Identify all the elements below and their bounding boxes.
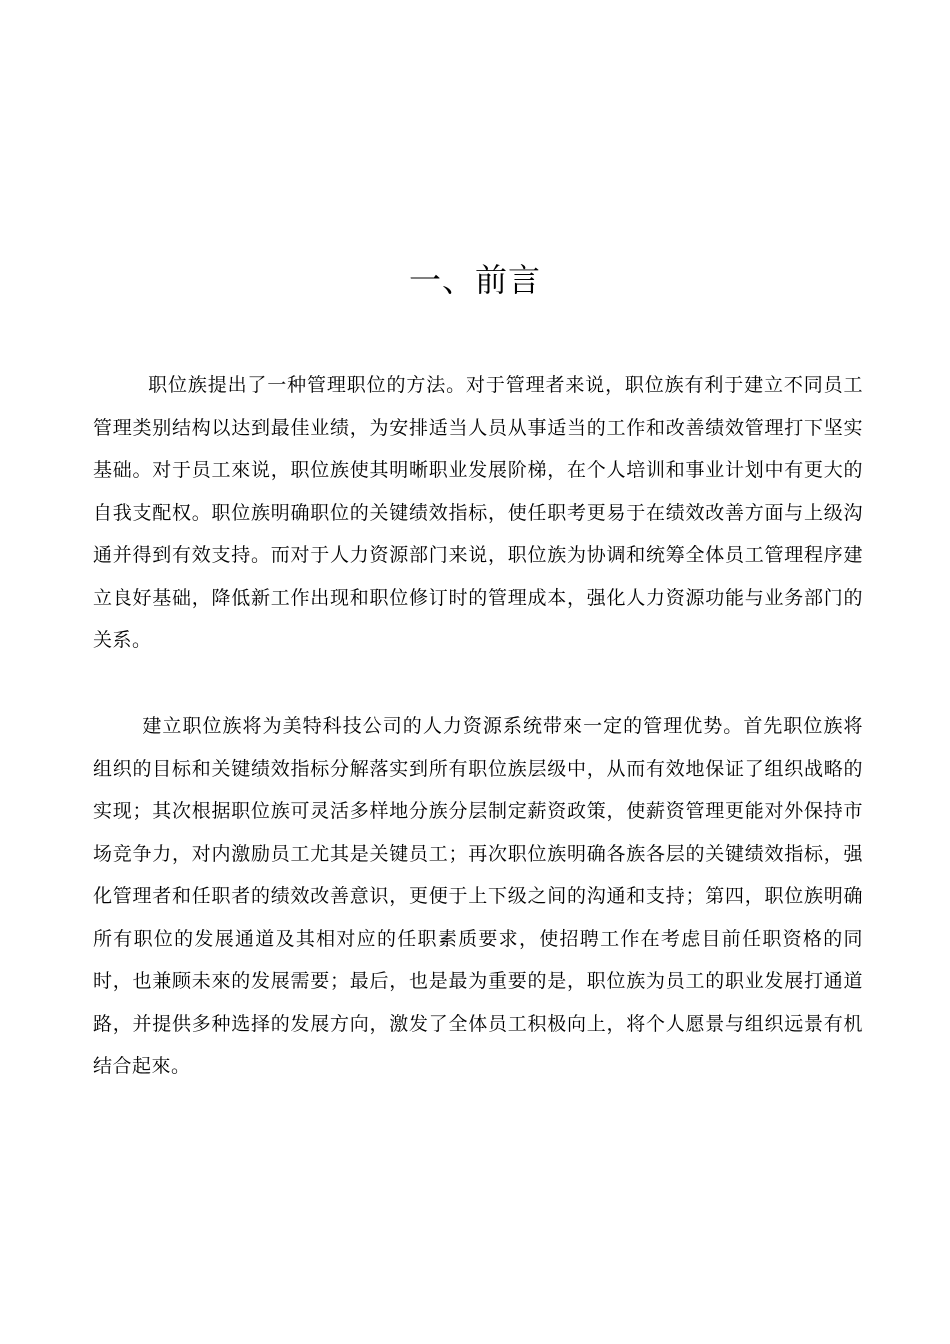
paragraph-intro: 职位族提出了一种管理职位的方法。对于管理者来说，职位族有利于建立不同员工管理类别结构以达到最佳业绩，为安排适当人员从事适当的工作和改善绩效管理打下坚实基础。对于员工來说，职位族使其明晰职业发展阶梯，在个人培训和事业计划中有更大的自我支配权。职位族明确职位的关键绩效指标，使任职考更易于在绩效改善方面与上级沟通并得到有效支持。而对于人力资源部门来说，职位族为协调和统筹全体员工管理程序建立良好基础，降低新工作出现和职位修订时的管理成本，强化人力资源功能与业务部门的关系。: [93, 374, 863, 651]
paragraph-advantages: 建立职位族将为美特科技公司的人力资源系统带來一定的管理优势。首先职位族将组织的目标和关键绩效指标分解落实到所有职位族层级中，从而有效地保证了组织战略的实现；其次根据职位族可灵活多样地分族分层制定薪资政策，使薪资管理更能对外保持市场竞争力，对内激励员工尤其是关键员工；再次职位族明确各族各层的关键绩效指标，强化管理者和任职者的绩效改善意识，更便于上下级之间的沟通和支持；第四，职位族明确所有职位的发展通道及其相对应的任职素质要求，使招聘工作在考虑目前任职资格的同时，也兼顾未來的发展需要；最后，也是最为重要的是，职位族为员工的职业发展打通道路，并提供多种选择的发展方向，激发了全体员工积极向上，将个人愿景与组织远景有机结合起來。: [93, 715, 863, 1077]
page-title: 一、前言: [408, 261, 541, 299]
